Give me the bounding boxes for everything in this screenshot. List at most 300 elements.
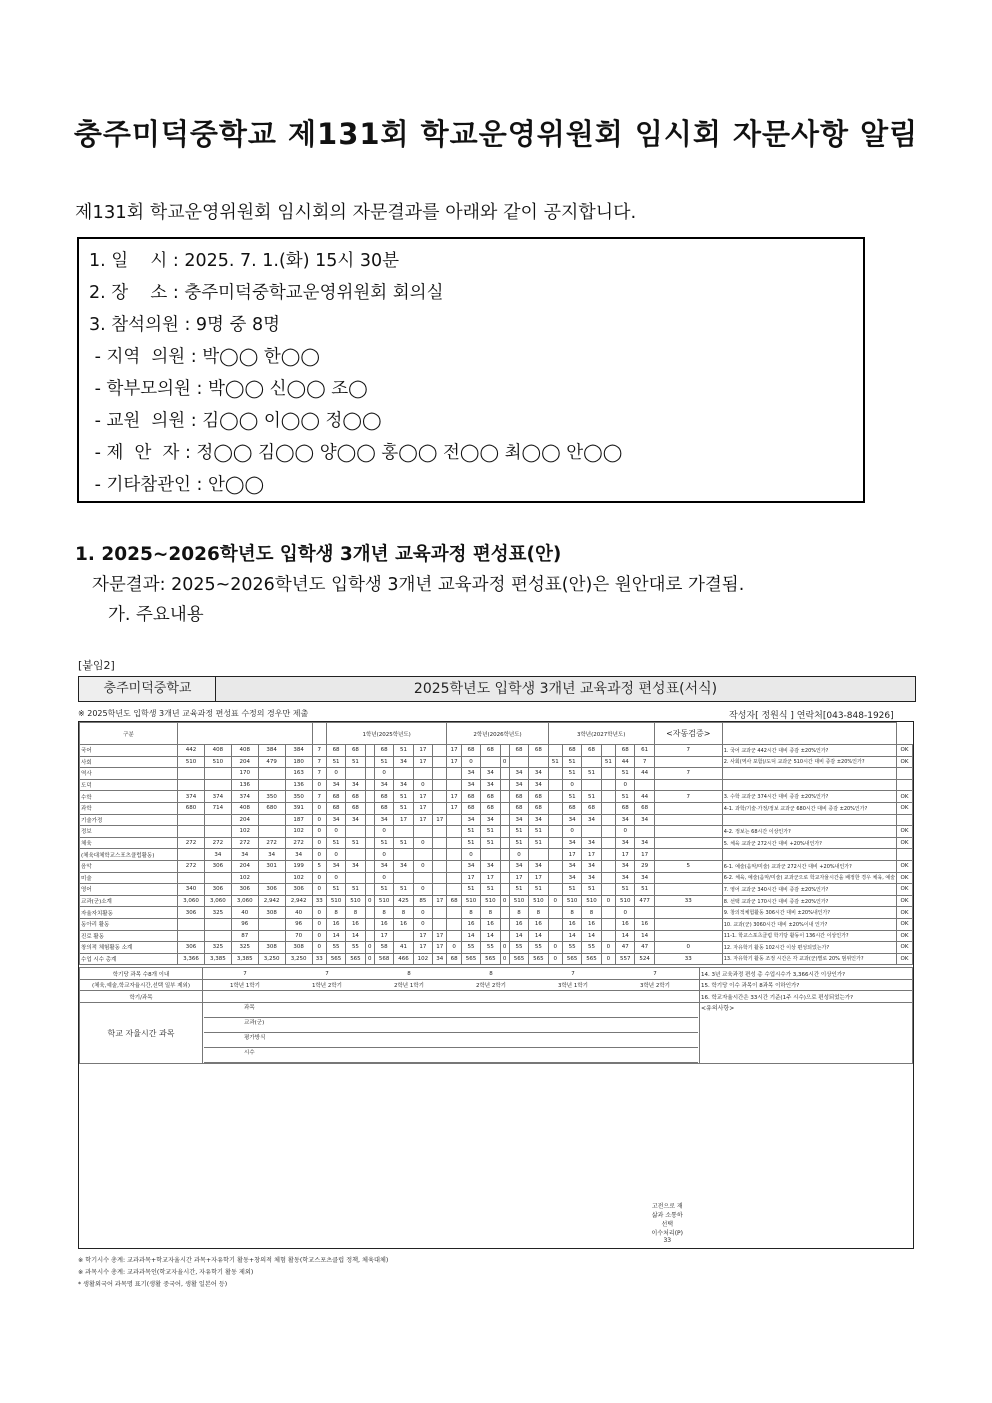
- table-cell: 44: [635, 768, 654, 780]
- table-cell: [204, 930, 231, 942]
- table-cell: 34: [394, 779, 413, 791]
- table-cell: [394, 768, 413, 780]
- table-cell: [722, 779, 896, 791]
- table-cell: [548, 791, 562, 803]
- table-cell: OK: [897, 791, 913, 803]
- table-cell: 17: [374, 930, 393, 942]
- table-row: [80, 745, 913, 757]
- table-cell: 14: [461, 930, 480, 942]
- table-cell: [548, 802, 562, 814]
- table-cell: 34: [374, 860, 393, 872]
- table-cell: 34: [374, 814, 393, 826]
- table-cell: 4-1. 과학/기술·가정/정보 교과군 680시간 대비 증감 ±20%인가?: [722, 802, 896, 814]
- table-cell: 51: [582, 768, 601, 780]
- table-cell: 14: [529, 930, 548, 942]
- table-cell: 51: [562, 884, 581, 896]
- table-cell: 340: [178, 884, 205, 896]
- table-cell: [654, 837, 722, 849]
- table-cell: 17: [413, 942, 432, 954]
- table-cell: 510: [562, 895, 581, 907]
- table-cell: 68: [529, 791, 548, 803]
- table-cell: [548, 849, 562, 861]
- table-cell: 0: [562, 826, 581, 838]
- table-cell: [500, 849, 509, 861]
- table-cell: 34: [582, 837, 601, 849]
- table-cell: [582, 826, 601, 838]
- sem-label: 1학년 1학기: [230, 983, 260, 990]
- table-cell: [433, 918, 447, 930]
- table-cell: 17: [562, 849, 581, 861]
- table-cell: 0: [312, 918, 326, 930]
- table-cell: 68: [447, 953, 461, 965]
- table-cell: 34: [433, 953, 447, 965]
- table-cell: 수학: [80, 791, 178, 803]
- table-cell: 55: [582, 942, 601, 954]
- table-cell: 55: [346, 942, 365, 954]
- table-cell: [447, 779, 461, 791]
- table-cell: [654, 918, 722, 930]
- table-cell: [500, 918, 509, 930]
- table-cell: 51: [461, 826, 480, 838]
- table-cell: [447, 826, 461, 838]
- table-cell: 사회: [80, 756, 178, 768]
- table-cell: 34: [635, 837, 654, 849]
- table-cell: 0: [509, 849, 528, 861]
- table-cell: 51: [601, 756, 615, 768]
- table-cell: 306: [178, 907, 205, 919]
- table-cell: [204, 918, 231, 930]
- table-cell: 34: [481, 814, 500, 826]
- intro-text: 제131회 학교운영위원회 임시회의 자문결과를 아래와 같이 공지합니다.: [75, 202, 637, 223]
- table-cell: 3,385: [231, 953, 258, 965]
- auto-right-cell: 삶과 소통하: [651, 1212, 683, 1219]
- table-row: [80, 884, 913, 896]
- table-cell: [346, 768, 365, 780]
- table-cell: [601, 860, 615, 872]
- table-cell: 17: [529, 872, 548, 884]
- table-cell: [654, 930, 722, 942]
- table-cell: 9. 창의적체험활동 306시간 대비 ±20%내인가?: [722, 907, 896, 919]
- table-cell: OK: [897, 756, 913, 768]
- table-cell: 96: [231, 918, 258, 930]
- table-row: [80, 907, 913, 919]
- table-cell: 680: [178, 802, 205, 814]
- table-cell: [548, 779, 562, 791]
- table-row: [80, 756, 913, 768]
- subjects-note: (체육,예술,학교자율시간,선택 일부 제외): [80, 979, 203, 991]
- table-cell: 51: [394, 745, 413, 757]
- table-cell: 교과(군)소계: [80, 895, 178, 907]
- table-cell: [178, 814, 205, 826]
- table-cell: 306: [285, 884, 312, 896]
- table-cell: 51: [635, 884, 654, 896]
- attachment-scan: [74, 651, 930, 1293]
- table-cell: OK: [897, 745, 913, 757]
- table-cell: 391: [285, 802, 312, 814]
- table-cell: [548, 872, 562, 884]
- table-cell: 68: [509, 802, 528, 814]
- table-cell: 68: [562, 802, 581, 814]
- table-cell: 306: [178, 942, 205, 954]
- table-cell: 0: [601, 953, 615, 965]
- table-cell: [601, 907, 615, 919]
- auto-right-cell: 선택: [661, 1221, 674, 1228]
- table-cell: 34: [461, 779, 480, 791]
- table-cell: 51: [529, 826, 548, 838]
- table-row: [80, 860, 913, 872]
- table-cell: 51: [509, 837, 528, 849]
- table-cell: [178, 872, 205, 884]
- table-cell: 34: [481, 779, 500, 791]
- attachment-title: 2025학년도 입학생 3개년 교육과정 편성표(서식): [215, 676, 916, 702]
- table-cell: 14: [582, 930, 601, 942]
- table-cell: [654, 814, 722, 826]
- table-cell: [258, 768, 285, 780]
- table-cell: [447, 849, 461, 861]
- table-cell: 34: [461, 860, 480, 872]
- table-cell: [433, 837, 447, 849]
- table-cell: 14: [481, 930, 500, 942]
- table-cell: 8. 선택 교과군 170시간 대비 증감 ±20%인가?: [722, 895, 896, 907]
- table-cell: 51: [481, 837, 500, 849]
- table-cell: [447, 872, 461, 884]
- table-cell: [433, 745, 447, 757]
- table-cell: 0: [326, 872, 345, 884]
- table-cell: 301: [258, 860, 285, 872]
- table-cell: 34: [562, 837, 581, 849]
- table-cell: 도덕: [80, 779, 178, 791]
- sem-subjects: 학기/과목: [80, 991, 203, 1003]
- table-cell: 13. 자유학기 활동 조정 시간은 각 교과(군)별로 20% 범위인가?: [722, 953, 896, 965]
- table-cell: 477: [635, 895, 654, 907]
- notes-title: <유의사항>: [700, 1003, 913, 1064]
- table-cell: [178, 779, 205, 791]
- table-cell: 51: [346, 756, 365, 768]
- table-cell: 0: [374, 849, 393, 861]
- table-cell: [365, 907, 374, 919]
- table-cell: [178, 918, 205, 930]
- sem-count: 7: [653, 970, 657, 977]
- table-cell: 17: [413, 930, 432, 942]
- table-cell: 0: [601, 895, 615, 907]
- table-cell: [897, 849, 913, 861]
- table-cell: 68: [326, 791, 345, 803]
- table-cell: 68: [582, 745, 601, 757]
- table-row: [80, 837, 913, 849]
- table-cell: 0: [312, 779, 326, 791]
- table-cell: 3,060: [178, 895, 205, 907]
- table-cell: 16: [616, 918, 635, 930]
- table-cell: 47: [635, 942, 654, 954]
- info-line: - 지역 의원 : 박◯◯ 한◯◯: [89, 347, 320, 367]
- table-cell: 17: [447, 802, 461, 814]
- table-cell: 8: [562, 907, 581, 919]
- table-cell: 2,942: [258, 895, 285, 907]
- table-cell: [654, 884, 722, 896]
- table-cell: 17: [481, 872, 500, 884]
- table-cell: 51: [509, 884, 528, 896]
- table-cell: 170: [231, 768, 258, 780]
- table-cell: 204: [231, 814, 258, 826]
- table-cell: 34: [374, 779, 393, 791]
- table-row: [80, 849, 913, 861]
- header-year2: 2학년(2026학년도): [447, 723, 548, 745]
- table-cell: 680: [258, 802, 285, 814]
- table-cell: 7: [654, 791, 722, 803]
- table-cell: [365, 745, 374, 757]
- table-cell: 510: [326, 895, 345, 907]
- table-cell: [447, 884, 461, 896]
- table-cell: 7: [312, 791, 326, 803]
- table-cell: [601, 745, 615, 757]
- table-cell: 306: [231, 884, 258, 896]
- table-cell: 34: [616, 837, 635, 849]
- table-cell: 565: [529, 953, 548, 965]
- table-cell: 17: [616, 849, 635, 861]
- table-cell: 51: [326, 837, 345, 849]
- table-cell: OK: [897, 918, 913, 930]
- table-cell: 306: [258, 884, 285, 896]
- table-cell: [365, 860, 374, 872]
- table-cell: [722, 814, 896, 826]
- auto-row-label: 교과(군): [204, 1018, 698, 1033]
- table-cell: 565: [461, 953, 480, 965]
- table-cell: OK: [897, 802, 913, 814]
- table-cell: 17: [413, 745, 432, 757]
- table-cell: 68: [616, 745, 635, 757]
- table-cell: 33: [312, 895, 326, 907]
- table-cell: 85: [413, 895, 432, 907]
- table-cell: 0: [548, 953, 562, 965]
- table-cell: 0: [413, 884, 432, 896]
- table-cell: 510: [204, 756, 231, 768]
- table-cell: [346, 872, 365, 884]
- table-cell: [413, 768, 432, 780]
- sem-label: 1학년 2학기: [312, 983, 342, 990]
- table-cell: 11-1. 학교스포츠클럽 학기당 활동이 136시간 이상인가?: [722, 930, 896, 942]
- table-cell: 51: [509, 826, 528, 838]
- table-cell: 565: [562, 953, 581, 965]
- table-cell: 34: [562, 860, 581, 872]
- table-cell: 68: [481, 802, 500, 814]
- table-cell: 510: [529, 895, 548, 907]
- table-cell: [394, 849, 413, 861]
- table-cell: [447, 860, 461, 872]
- table-cell: 0: [500, 756, 509, 768]
- table-cell: [365, 814, 374, 826]
- table-cell: [548, 745, 562, 757]
- table-cell: 40: [231, 907, 258, 919]
- table-cell: 408: [231, 745, 258, 757]
- sem-label: 2학년 2학기: [476, 983, 506, 990]
- table-cell: 34: [204, 849, 231, 861]
- table-cell: 34: [394, 756, 413, 768]
- table-cell: 0: [616, 907, 635, 919]
- table-cell: OK: [897, 930, 913, 942]
- table-cell: 510: [582, 895, 601, 907]
- table-cell: 2. 사회(역사 포함)/도덕 교과군 510시간 대비 증감 ±20%인가?: [722, 756, 896, 768]
- sem-count: 8: [489, 970, 493, 977]
- table-cell: 714: [204, 802, 231, 814]
- table-cell: [548, 814, 562, 826]
- school-auto-subject: 학교 자율시간 과목: [80, 1003, 203, 1064]
- table-cell: 308: [285, 942, 312, 954]
- table-cell: 0: [312, 930, 326, 942]
- table-cell: [722, 768, 896, 780]
- table-row: [80, 791, 913, 803]
- table-cell: 0: [326, 768, 345, 780]
- table-cell: [433, 849, 447, 861]
- table-cell: 55: [326, 942, 345, 954]
- table-cell: [548, 884, 562, 896]
- table-cell: 4-2. 정보는 68시간 이상인가?: [722, 826, 896, 838]
- table-cell: 8: [481, 907, 500, 919]
- table-cell: 0: [374, 872, 393, 884]
- table-cell: [601, 826, 615, 838]
- table-cell: 565: [346, 953, 365, 965]
- table-cell: 8: [582, 907, 601, 919]
- table-cell: 34: [481, 860, 500, 872]
- table-cell: 565: [326, 953, 345, 965]
- table-cell: 34: [529, 768, 548, 780]
- table-cell: [447, 907, 461, 919]
- table-cell: 68: [562, 745, 581, 757]
- table-cell: 68: [461, 802, 480, 814]
- table-cell: [529, 849, 548, 861]
- table-cell: [365, 779, 374, 791]
- table-cell: 350: [258, 791, 285, 803]
- table-cell: 34: [616, 860, 635, 872]
- table-cell: 0: [654, 942, 722, 954]
- table-cell: 16: [374, 918, 393, 930]
- table-cell: 87: [231, 930, 258, 942]
- table-cell: 16: [346, 918, 365, 930]
- table-cell: 0: [500, 895, 509, 907]
- table-cell: 272: [231, 837, 258, 849]
- attachment-note: ※ 2025학년도 입학생 3개년 교육과정 편성표 수정의 경우만 제출: [78, 709, 309, 718]
- table-cell: 8: [326, 907, 345, 919]
- subjects-per-sem: 학기당 과목 수8개 이내: [80, 968, 203, 980]
- table-cell: 3,060: [231, 895, 258, 907]
- table-cell: [258, 779, 285, 791]
- table-cell: 51: [481, 884, 500, 896]
- table-cell: 51: [529, 884, 548, 896]
- table-cell: OK: [897, 826, 913, 838]
- table-cell: [433, 872, 447, 884]
- table-cell: 0: [312, 837, 326, 849]
- table-cell: [433, 791, 447, 803]
- table-cell: 306: [204, 860, 231, 872]
- table-cell: 과학: [80, 802, 178, 814]
- table-cell: 0: [312, 884, 326, 896]
- table-cell: 0: [374, 826, 393, 838]
- table-cell: 16: [509, 918, 528, 930]
- table-cell: 8: [509, 907, 528, 919]
- table-cell: 68: [529, 745, 548, 757]
- table-cell: 68: [529, 802, 548, 814]
- table-cell: 34: [394, 860, 413, 872]
- table-cell: [582, 756, 601, 768]
- auto-right-cell: 이수처리(P): [651, 1230, 683, 1237]
- table-cell: 0: [461, 849, 480, 861]
- table-cell: 6-1. 예술(음악/미술) 교과군 272시간 대비 +20%내인가?: [722, 860, 896, 872]
- table-cell: 34: [509, 768, 528, 780]
- table-cell: 7: [654, 745, 722, 757]
- sem-count: 7: [325, 970, 329, 977]
- table-cell: 17: [433, 942, 447, 954]
- table-cell: 68: [461, 745, 480, 757]
- table-cell: 0: [616, 779, 635, 791]
- table-cell: [365, 849, 374, 861]
- table-cell: 51: [461, 837, 480, 849]
- table-cell: 7: [654, 768, 722, 780]
- table-cell: 수업 시수 총계: [80, 953, 178, 965]
- table-cell: 102: [231, 872, 258, 884]
- table-cell: 325: [231, 942, 258, 954]
- table-cell: 체육: [80, 837, 178, 849]
- table-cell: 정보: [80, 826, 178, 838]
- attachment-school: 충주미덕중학교: [78, 676, 217, 702]
- table-cell: [258, 826, 285, 838]
- table-cell: 29: [635, 860, 654, 872]
- table-cell: [365, 918, 374, 930]
- table-cell: 33: [654, 895, 722, 907]
- table-cell: [447, 918, 461, 930]
- sem-count: 7: [571, 970, 575, 977]
- table-cell: [346, 849, 365, 861]
- table-cell: 51: [394, 837, 413, 849]
- table-cell: [394, 826, 413, 838]
- table-row: [80, 918, 913, 930]
- col-gubun: 구분: [80, 723, 178, 745]
- table-cell: 3,385: [204, 953, 231, 965]
- table-row: [80, 953, 913, 965]
- table-cell: [204, 872, 231, 884]
- table-cell: 272: [258, 837, 285, 849]
- table-cell: [433, 802, 447, 814]
- table-cell: 34: [529, 860, 548, 872]
- table-cell: 272: [178, 860, 205, 872]
- table-cell: 466: [394, 953, 413, 965]
- info-line: - 학부모의원 : 박◯◯ 신◯◯ 조◯: [89, 379, 368, 399]
- table-cell: 34: [616, 814, 635, 826]
- table-cell: 425: [394, 895, 413, 907]
- table-cell: [433, 884, 447, 896]
- table-cell: 34: [509, 814, 528, 826]
- table-cell: 510: [374, 895, 393, 907]
- table-cell: [500, 826, 509, 838]
- table-cell: 68: [326, 802, 345, 814]
- table-cell: 17: [582, 849, 601, 861]
- table-cell: [365, 791, 374, 803]
- table-cell: 55: [509, 942, 528, 954]
- table-cell: [601, 779, 615, 791]
- table-cell: 51: [582, 884, 601, 896]
- table-cell: 68: [346, 791, 365, 803]
- table-cell: 34: [326, 860, 345, 872]
- table-cell: 17: [413, 756, 432, 768]
- table-cell: 14: [346, 930, 365, 942]
- table-cell: 16: [562, 918, 581, 930]
- table-cell: [258, 930, 285, 942]
- table-row: [80, 942, 913, 954]
- table-cell: 136: [231, 779, 258, 791]
- table-cell: [635, 826, 654, 838]
- table-cell: 0: [326, 849, 345, 861]
- table-cell: 0: [365, 942, 374, 954]
- table-cell: 510: [178, 756, 205, 768]
- table-cell: 408: [231, 802, 258, 814]
